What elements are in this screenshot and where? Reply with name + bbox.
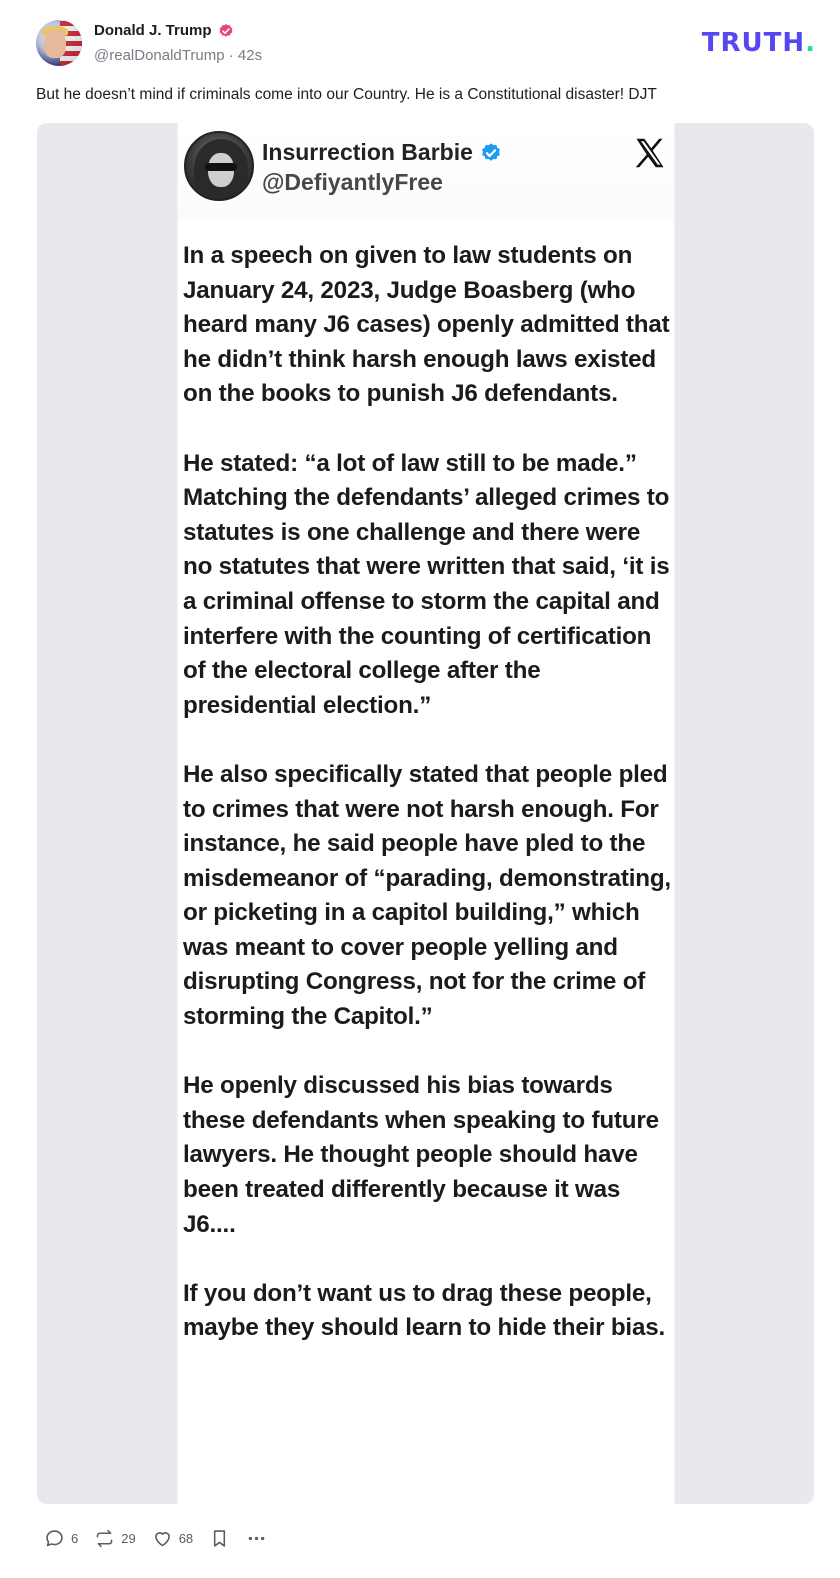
retruth-icon	[94, 1528, 115, 1549]
like-button[interactable]	[152, 1528, 193, 1549]
brand-dot: .	[805, 28, 816, 58]
retruth-count: 29	[121, 1530, 136, 1546]
reply-count: 6	[71, 1530, 79, 1546]
like-count: 68	[178, 1530, 194, 1546]
post-timestamp[interactable]: 42s	[237, 47, 263, 64]
truth-logo[interactable]	[702, 28, 816, 58]
reply-icon	[44, 1528, 65, 1549]
x-logo-icon	[632, 135, 668, 171]
embedded-name-line	[262, 139, 502, 166]
embedded-avatar-glasses	[205, 163, 237, 171]
author-name-line	[94, 22, 234, 39]
meta-separator: ·	[228, 47, 234, 64]
post-text: But he doesn’t mind if criminals come into our Country. He is a Constitutional disaster! DJT	[36, 86, 657, 103]
embedded-screenshot	[178, 123, 674, 1504]
reply-button[interactable]	[44, 1528, 78, 1549]
post-actions	[44, 1526, 283, 1550]
brand-wordmark: TRUTH	[701, 28, 806, 58]
author-handle-line	[94, 47, 262, 64]
heart-icon	[152, 1528, 173, 1549]
more-button[interactable]	[246, 1528, 267, 1549]
author-handle[interactable]: @realDonaldTrump	[94, 47, 225, 64]
embedded-body	[183, 239, 671, 1346]
embedded-avatar	[184, 131, 254, 201]
post-media[interactable]	[37, 123, 814, 1504]
verified-badge-icon	[480, 142, 502, 164]
embedded-header	[178, 123, 674, 219]
embedded-paragraph-2: He stated: “a lot of law still to be made.” Matching the defendants’ alleged crimes to statutes is one challenge and there were no statutes that were written that said, ‘it is a criminal offense to storm the capital and interfere with the counting of certification of the electoral college after the presidential election.”	[183, 449, 670, 719]
embedded-paragraph-1: In a speech on given to law students on January 24, 2023, Judge Boasberg (who heard many J6 cases) openly admitted that he didn’t think harsh enough laws existed on the books to punish J6 defendants.	[183, 242, 670, 408]
embedded-paragraph-3: He also specifically stated that people pled to crimes that were not harsh enough. For instance, he said people have pled to the misdemeanor of “parading, demonstrating, or picketing in a capitol building,” which was meant to cover people yelling and disrupting Congress, not for the crime of storming the Capitol.”	[183, 760, 671, 1031]
embedded-paragraph-5: If you don’t want us to drag these people, maybe they should learn to hide their bias.	[183, 1279, 665, 1342]
embedded-author-handle: @DefiyantlyFree	[262, 169, 443, 195]
post-header	[36, 20, 816, 72]
verified-badge-icon	[218, 23, 234, 39]
bookmark-button[interactable]	[209, 1528, 230, 1549]
avatar[interactable]	[36, 20, 82, 66]
author-display-name[interactable]: Donald J. Trump	[94, 22, 212, 39]
bookmark-icon	[209, 1528, 230, 1549]
avatar-face	[44, 30, 66, 58]
embedded-paragraph-4: He openly discussed his bias towards these defendants when speaking to future lawyers. He thought people should have been treated differently because it was J6....	[183, 1072, 659, 1238]
retruth-button[interactable]	[94, 1528, 135, 1549]
embedded-author-name: Insurrection Barbie	[262, 139, 473, 165]
more-icon	[246, 1528, 267, 1549]
